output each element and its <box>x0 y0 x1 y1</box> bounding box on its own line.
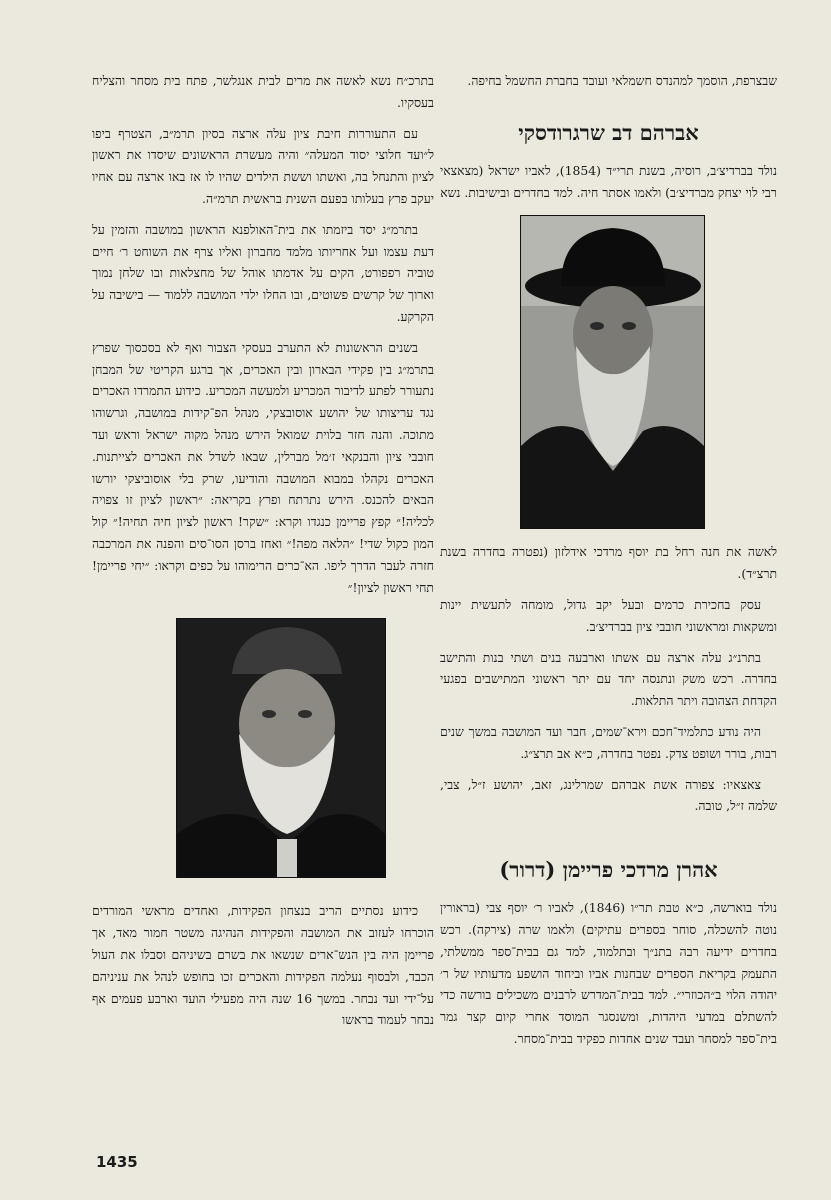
page-number: 1435 <box>96 1153 138 1171</box>
freiman-paragraph-6: כידוע נסתיים הריב בנצחון הפקידות, ואחדים מראשי המורדים הוכרחו לעזוב את המושבה והפקידות הנהיגה משטר חמור מאד, אך פריימן היה בין הנש־ארים שנשאו את בשרם בשיניהם וסבלו את העול הכבד, ולבסוף נעלמה הפקידות והאכרים זכו בחופש לנהל את עניניהם על־ידי ועד נבחר. במשך 16 שנה היה מפעילי הועד וארבע פעמים אף נבחר לעמוד בראשו <box>92 903 434 1028</box>
freiman-paragraph-1: נולד בוארשה, כ״א טבת תר״ו (1846), לאביו ר׳ יוסף צבי (בראורין נוטה להשכלה, סוחר בספרים עתיקים) ולאמו שרה (צירקה). רכש בחדרים ידיעה רבה בתנ״ך ובתלמוד, למד גם בבית־ספר ממשלתי, התעמק בקריאת הספרים שבחנות אביו וביחוד הושפע מדעותיו של ר׳ יהודה הלוי ב״הכוזרי״. למד בבית־המדרש לרבנים משכילים בורשה כדי להשתלם במדעי היהדות, ומשנסגר המוסד אחרי קיום קצר גמר בית־ספר למסחר ועבד שנים אחדות כפקיד בבית־מסחר. <box>440 900 777 1046</box>
shargorodski-descendants: צאצאיו: צפורה אשת אברהם שמרלינג, זאב, יהושע ז״ל, צבי, שלמה ז״ל, טובה. <box>440 776 777 814</box>
shargorodski-paragraph-4: בתרנ״ג עלה ארצה עם אשתו וארבעה בנים ושתי בנות והתישב בחדרה. רכש משק ונתנסה יחד עם יתר ראשוני המתישבים בפגעי הקדחת הצהובה ויתר התלאות. <box>440 649 777 709</box>
shargorodski-paragraph-5: היה נודע כתלמיד־חכם וירא־שמים, חבר ועד המושבה במשך שנים רבות, בורר ושופט צדק. נפטר בחדרה, כ״א אב תרצ״ג. <box>440 723 777 761</box>
freiman-paragraph-2: בתרכ״ח נשא לאשה את מרים לבית אנגלשר, פתח בית מסחר והצליח בעסקיו. <box>92 73 434 110</box>
shargorodski-paragraph-3: עסק בחכירת כרמים ובעל יקב גדול, מומחה לתעשית יינות ומשקאות ומראשוני חובבי ציון בברדיצ׳ב. <box>440 596 777 634</box>
freiman-paragraph-3: עם התעוררות חיבת ציון עלה ארצה בסיון תרמ״ב, הצטרף ביפו ל״ועד חלוצי יסוד המעלה״ והיה מעשרת הראשונים שיסדו את ראשון לציון והתנחל בה, ואשתו וששת הילדים שהיו לו אז באו ארצה עם אחיו יעקב פרץ בעלותו בפעם השנית בראשית תרמ״ה. <box>92 125 434 206</box>
portrait-photo-shargorodski <box>520 215 705 529</box>
freiman-paragraph-5: בשנים הראשונות לא התערב בעסקי הצבור ואף לא בסכסוך שפרץ בתרמ״ג בין פקידי הבארון ובין האכרים, אך ברגע הקריטי של המבחן נתעורר לפתע לדיבור המכריע ולמעשה המכריע. כידוע התמרדו האכרים נגד עריצותו של יהושע אוסובצקי, מנהל הפ־קידות במושבה, וגרשוהו מתוכה. והנה חזר בלוית שמואל הירש מנהל מקוה ישראל וראש ועד חובבי ציון והבנקאי ז׳מל מברלין, שבאו לשדל את האכרים לצייתנות. האכרים נקהלו במבוא המושבה והודיעו, שרק בלי אוסוביצקי יורשו הבאים להכנס. הירש נתרתח ופרץ בקריאה: ״ראשון לציון זו צפויה לכליה!״ קפץ פריימן כנגדו וקרא: ״שקר! ראשון לציון חיה תחיה!״ קול המון כקול שדי! ״הלאה מפה!״ ואחז ברסן הסו־סים והפנה את המרכבה חזרה לעבר הדרך ליפו. הא־כרים הרימוהו על כפים וקראו: ״יחי פריימן! תחי ראשון לציון!״ <box>92 339 434 595</box>
heading-shargorodski: אברהם דב שרגרודסקי <box>518 119 699 145</box>
heading-freiman: אהרן מרדכי פריימן (דרור) <box>499 857 718 883</box>
shargorodski-paragraph-1: נולד בברדיצ׳ב, רוסיה, בשנת תרי״ד (1854), לאביו ישראל (מצאצאי רבי לוי יצחק מברדיצ׳ב) ולאמו אסתר חיה. למד בחדרים ובישיבות. נשא <box>440 162 777 200</box>
portrait-photo-freiman <box>176 618 386 878</box>
intro-paragraph: שבצרפת, הוסמך למהנדס חשמלאי ועובד בחברת החשמל בחיפה. <box>467 73 777 88</box>
left-column <box>92 70 434 1150</box>
shargorodski-paragraph-2: לאשה את חנה רחל בת יוסף מרדכי אידלזון (נפטרה בחדרה בשנת תרצ״ד). <box>440 544 777 582</box>
freiman-paragraph-4: בתרמ״ג יסד ביזמתו את בית־האולפנא הראשון במושבה והזמין על דעת עצמו ועל אחריותו מלמד מחברון ואליו צרף את השוחט ר׳ חיים טוביה רפפורט, הקים על אדמתו אוהל של מחצלאות ובו שלחן נמוך וארוך של קרשים פשוטים, ובו החלו ילדי המושבה ללמוד — בישיבה על הקרקע. <box>92 221 434 324</box>
right-column <box>440 70 777 1150</box>
